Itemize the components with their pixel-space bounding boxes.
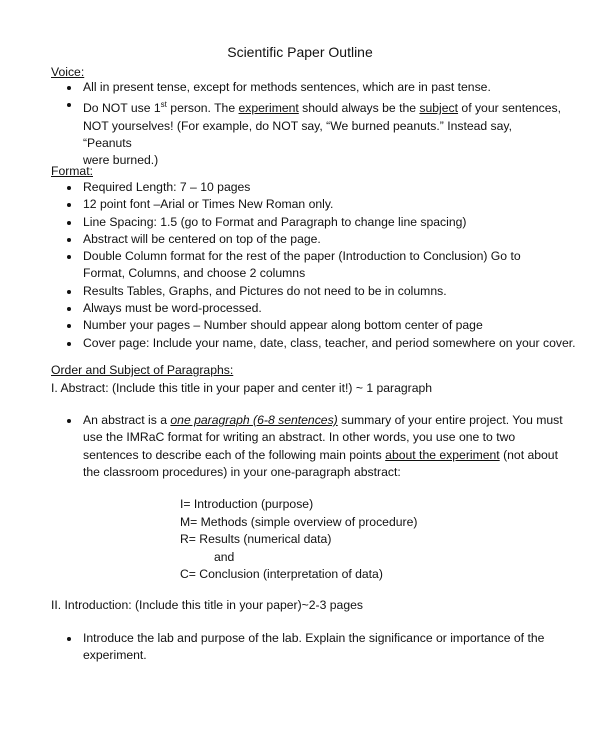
imrac-item: I= Introduction (purpose) <box>180 497 314 511</box>
list-item: Cover page: Include your name, date, class, teacher, and period somewhere on your cover. <box>62 335 576 352</box>
abstract-list <box>62 412 563 481</box>
list-item: Double Column format for the rest of the paper (Introduction to Conclusion) Go to Format, Columns, and choose 2 columns <box>62 248 576 283</box>
imrac-item: and <box>214 549 235 564</box>
list-item: An abstract is a one paragraph (6-8 sentences) summary of your entire project. You must use the IMRaC format for writing an abstract. In other words, you use one to two sentences to describe each of the following main points about the experiment (not about the classroom procedures) in your one-paragraph abstract: <box>62 412 563 481</box>
list-item: Abstract will be centered on top of the page. <box>62 231 576 248</box>
imrac-list <box>180 496 417 584</box>
list-item: Introduce the lab and purpose of the lab. Explain the significance or importance of the experiment. <box>62 630 544 665</box>
page-title: Scientific Paper Outline <box>227 44 373 60</box>
list-item: Always must be word-processed. <box>62 300 576 317</box>
list-item: Do NOT use 1st person. The experiment should always be the subject of your sentences, NOT yourselves! (For example, do NOT say, “We burned peanuts.” Instead say, “Peanuts were burned.) <box>62 96 563 169</box>
abstract-heading: I. Abstract: (Include this title in your paper and center it!) ~ 1 paragraph <box>51 381 433 395</box>
format-list <box>62 179 576 352</box>
introduction-list <box>62 630 544 665</box>
imrac-item: C= Conclusion (interpretation of data) <box>180 567 383 581</box>
imrac-item: M= Methods (simple overview of procedure) <box>180 514 418 529</box>
voice-heading: Voice: <box>51 65 85 79</box>
order-heading: Order and Subject of Paragraphs: <box>51 363 234 377</box>
list-item: Results Tables, Graphs, and Pictures do not need to be in columns. <box>62 283 576 300</box>
voice-list <box>62 79 563 170</box>
list-item: All in present tense, except for methods sentences, which are in past tense. <box>62 79 563 96</box>
format-heading: Format: <box>51 164 93 178</box>
list-item: Required Length: 7 – 10 pages <box>62 179 576 196</box>
introduction-heading: II. Introduction: (Include this title in your paper)~2-3 pages <box>51 598 363 612</box>
list-item: 12 point font –Arial or Times New Roman only. <box>62 196 576 213</box>
imrac-item: R= Results (numerical data) <box>180 532 332 546</box>
list-item: Line Spacing: 1.5 (go to Format and Paragraph to change line spacing) <box>62 214 576 231</box>
list-item: Number your pages – Number should appear along bottom center of page <box>62 317 576 334</box>
